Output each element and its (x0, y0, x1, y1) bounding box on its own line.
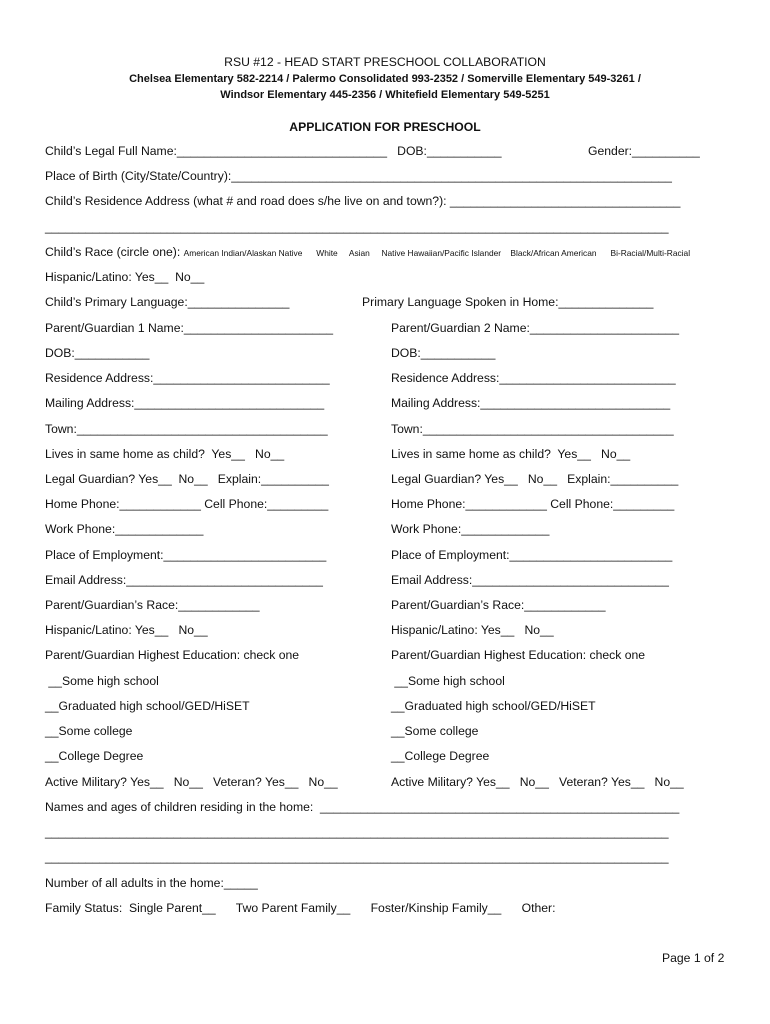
child-primary-language-field[interactable]: Child’s Primary Language:_______________ (45, 295, 290, 309)
parent1-work-phone-field[interactable]: Work Phone:_____________ (45, 522, 204, 536)
parent1-town-field[interactable]: Town:_____________________________________ (45, 422, 328, 436)
parent2-edu-some-high-school[interactable]: __Some high school (391, 674, 505, 688)
parent1-phone-field[interactable]: Home Phone:____________ Cell Phone:_________ (45, 497, 329, 511)
parent2-dob-field[interactable]: DOB:___________ (391, 346, 496, 360)
parent2-email-field[interactable]: Email Address:_____________________________ (391, 573, 669, 587)
parent1-military-veteran-field[interactable]: Active Military? Yes__ No__ Veteran? Yes__ No__ (45, 775, 338, 789)
parent2-town-field[interactable]: Town:_____________________________________ (391, 422, 674, 436)
parent2-education-label: Parent/Guardian Highest Education: check one (391, 648, 646, 662)
adults-in-home-field[interactable]: Number of all adults in the home:_____ (45, 876, 258, 890)
residence-address-field[interactable]: Child’s Residence Address (what # and road does s/he live on and town?): __________________________________ (45, 194, 681, 208)
parent1-email-field[interactable]: Email Address:_____________________________ (45, 573, 323, 587)
child-race-row[interactable] (45, 245, 690, 259)
school-contacts-line-2: Windsor Elementary 445-2356 / Whitefield Elementary 549-5251 (220, 89, 550, 101)
children-in-home-continued-2[interactable]: ____________________________________________________________________________________________ (45, 850, 669, 864)
parent1-lives-with-child-field[interactable]: Lives in same home as child? Yes__ No__ (45, 447, 285, 461)
document-title: RSU #12 - HEAD START PRESCHOOL COLLABORATION (224, 55, 546, 69)
parent2-edu-graduated-high-school[interactable]: __Graduated high school/GED/HiSET (391, 699, 596, 713)
parent2-phone-field[interactable]: Home Phone:____________ Cell Phone:_________ (391, 497, 675, 511)
parent1-edu-graduated-high-school[interactable]: __Graduated high school/GED/HiSET (45, 699, 250, 713)
parent2-legal-guardian-field[interactable]: Legal Guardian? Yes__ No__ Explain:__________ (391, 472, 679, 486)
parent1-employment-field[interactable]: Place of Employment:________________________ (45, 548, 327, 562)
child-race-options[interactable]: American Indian/Alaskan Native White Asian Native Hawaiian/Pacific Islander Black/African American Bi-Racial/Multi-Racial (183, 248, 691, 258)
parent1-hispanic-field[interactable]: Hispanic/Latino: Yes__ No__ (45, 623, 208, 637)
parent2-edu-some-college[interactable]: __Some college (391, 724, 479, 738)
parent2-work-phone-field[interactable]: Work Phone:_____________ (391, 522, 550, 536)
home-language-field[interactable]: Primary Language Spoken in Home:______________ (362, 295, 654, 309)
parent2-mailing-address-field[interactable]: Mailing Address:____________________________ (391, 396, 671, 410)
children-in-home-field[interactable]: Names and ages of children residing in the home: _____________________________________________________ (45, 800, 680, 814)
page-number: Page 1 of 2 (662, 951, 725, 965)
parent2-name-field[interactable]: Parent/Guardian 2 Name:______________________ (391, 321, 679, 335)
parent2-lives-with-child-field[interactable]: Lives in same home as child? Yes__ No__ (391, 447, 631, 461)
parent1-legal-guardian-field[interactable]: Legal Guardian? Yes__ No__ Explain:__________ (45, 472, 329, 486)
parent2-hispanic-field[interactable]: Hispanic/Latino: Yes__ No__ (391, 623, 554, 637)
child-hispanic-field[interactable]: Hispanic/Latino: Yes__ No__ (45, 270, 205, 284)
place-of-birth-field[interactable]: Place of Birth (City/State/Country):_________________________________________________________________ (45, 169, 672, 183)
parent2-residence-address-field[interactable]: Residence Address:__________________________ (391, 371, 676, 385)
family-status-field[interactable]: Family Status: Single Parent__ Two Parent Family__ Foster/Kinship Family__ Other: (45, 901, 556, 915)
parent2-race-field[interactable]: Parent/Guardian’s Race:____________ (391, 598, 606, 612)
parent1-mailing-address-field[interactable]: Mailing Address:____________________________ (45, 396, 325, 410)
parent1-dob-field[interactable]: DOB:___________ (45, 346, 150, 360)
parent1-edu-some-high-school[interactable]: __Some high school (45, 674, 159, 688)
parent1-race-field[interactable]: Parent/Guardian’s Race:____________ (45, 598, 260, 612)
parent2-military-veteran-field[interactable]: Active Military? Yes__ No__ Veteran? Yes__ No__ (391, 775, 684, 789)
parent1-residence-address-field[interactable]: Residence Address:__________________________ (45, 371, 330, 385)
children-in-home-continued-1[interactable]: ____________________________________________________________________________________________ (45, 825, 669, 839)
parent1-edu-some-college[interactable]: __Some college (45, 724, 133, 738)
parent1-name-field[interactable]: Parent/Guardian 1 Name:______________________ (45, 321, 333, 335)
gender-field[interactable]: Gender:__________ (588, 144, 700, 158)
child-race-label: Child’s Race (circle one): (45, 245, 184, 259)
parent2-employment-field[interactable]: Place of Employment:________________________ (391, 548, 673, 562)
parent2-edu-college-degree[interactable]: __College Degree (391, 749, 490, 763)
child-name-dob-field[interactable]: Child’s Legal Full Name:_______________________________ DOB:___________ (45, 144, 502, 158)
school-contacts-line-1: Chelsea Elementary 582-2214 / Palermo Consolidated 993-2352 / Somerville Elementary 549-3261 / (129, 73, 641, 85)
form-title: APPLICATION FOR PRESCHOOL (289, 120, 481, 134)
residence-address-continued[interactable]: ____________________________________________________________________________________________ (45, 220, 669, 234)
parent1-education-label: Parent/Guardian Highest Education: check one (45, 648, 300, 662)
parent1-edu-college-degree[interactable]: __College Degree (45, 749, 144, 763)
